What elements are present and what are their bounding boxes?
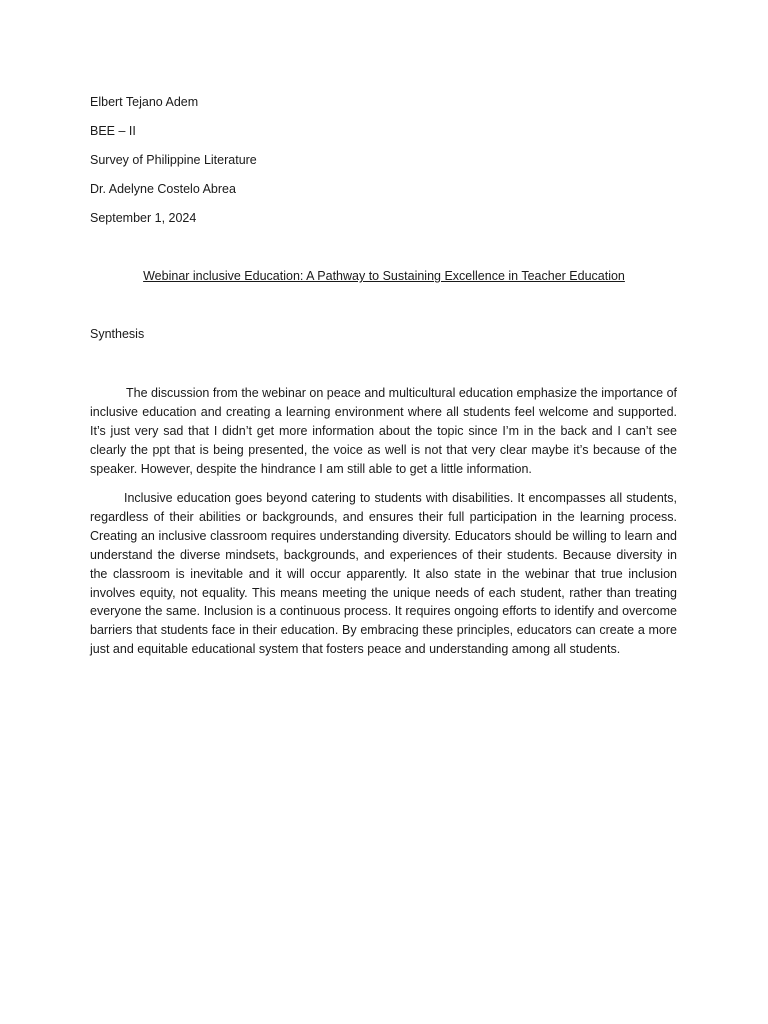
author-name: Elbert Tejano Adem [90, 95, 199, 109]
body-paragraph-2: Inclusive education goes beyond catering to students with disabilities. It encompasses all students, regardless of their abilities or backgrounds, and ensures their full participation in the learning process. Creating an inclusive classroom requires understanding diversity. Educators should be willing to learn and understand the diverse mindsets, backgrounds, and experiences of their students. Because diversity in the classroom is inevitable and it will occur apparently. It also state in the webinar that true inclusion involves equity, not equality. This means meeting the unique needs of each student, rather than treating everyone the same. Inclusion is a continuous process. It requires ongoing efforts to identify and overcome barriers that students face in their education. By embracing these principles, educators can create a more just and equitable educational system that fosters peace and understanding among all students. [90, 491, 677, 657]
section-heading: Synthesis [90, 327, 145, 341]
body-paragraph-1: The discussion from the webinar on peace and multicultural education emphasize the importance of inclusive education and creating a learning environment where all students feel welcome and supported. It’s just very sad that I didn’t get more information about the topic since I’m in the back and I can’t see clearly the ppt that is being presented, the voice as well is not that very clear maybe it’s because of the speaker. However, despite the hindrance I am still able to get a little information. [90, 386, 678, 476]
document-title: Webinar inclusive Education: A Pathway to Sustaining Excellence in Teacher Education [143, 269, 625, 283]
submission-date: September 1, 2024 [90, 211, 197, 225]
program-year: BEE – II [90, 124, 136, 138]
course-title: Survey of Philippine Literature [90, 153, 257, 167]
instructor-name: Dr. Adelyne Costelo Abrea [90, 182, 236, 196]
